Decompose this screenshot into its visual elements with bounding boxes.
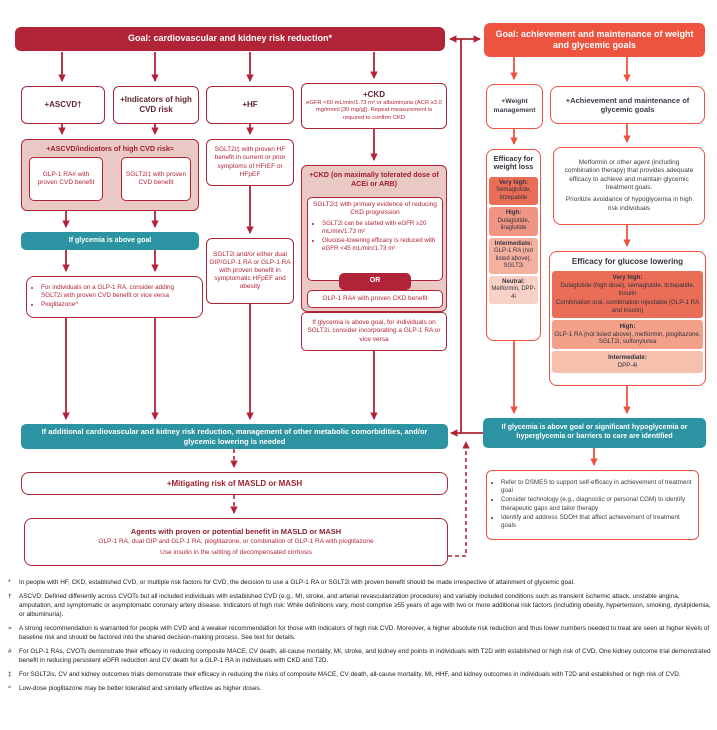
tier-items: Semaglutide, tirzepatide	[495, 187, 532, 201]
ckd-container	[301, 165, 447, 312]
ckd-container-title: +CKD (on maximally tolerated dose of ACEi or ARB)	[309, 170, 439, 188]
glp1-cvd-box	[29, 157, 103, 201]
glucose-lowering-stack	[549, 251, 706, 386]
footnote-5	[8, 670, 711, 679]
ascvd-container-title: +ASCVD/indicators of high CVD risk≈	[46, 144, 174, 153]
glp1-cvd-label: GLP-1 RA# with proven CVD benefit	[37, 170, 95, 186]
sglt2-cvd-label: SGLT2i‡ with proven CVD benefit	[125, 170, 187, 186]
masld-agents-line2: Use insulin in the setting of decompensated cirrhosis	[160, 549, 312, 557]
hf-sglt2-label: SGLT2i‡ with proven HF benefit in current or prior symptoms of HFrEF or HFpEF	[214, 146, 286, 178]
left-bullet-list	[29, 284, 200, 311]
tier-label: Intermediate:	[494, 240, 533, 247]
ckd-sglt2-label: SGLT2i‡ with primary evidence of reducing CKD progression	[313, 201, 437, 217]
right-bullet-3: • Identify and address SDOH that affect achievement of treatment goals	[501, 514, 692, 530]
box-ckd-subtext: eGFR <60 mL/min/1.73 m² or albuminuria (ACR ≥3.0 mg/mmol [30 mg/g]). Repeat measurement is required to confirm CKD	[306, 100, 442, 121]
ckd-glycemia-box	[301, 312, 447, 351]
weight-tier-high	[489, 207, 538, 236]
tier-items: Dulaglutide (high dose), semaglutide, tirzepatide, insulin	[560, 281, 695, 297]
masld-agents-box	[24, 518, 448, 566]
glucose-tier-very-high	[552, 271, 703, 318]
goal-weight-glycemic-label: Goal: achievement and maintenance of weight and glycemic goals	[495, 28, 694, 50]
glucose-lowering-header: Efficacy for glucose lowering	[571, 257, 684, 266]
left-bullet-2: • Pioglitazone^	[41, 301, 196, 309]
glycemia-barriers-bar	[483, 418, 706, 448]
right-bullet-box	[486, 470, 699, 540]
masld-agents-line1: GLP-1 RA, dual GIP and GLP-1 RA, pioglitazone, or combination of GLP-1 RA with pioglitazone	[98, 538, 374, 546]
glycemia-barriers-label: If glycemia is above goal or significant hypoglycemia or hyperglycemia or barriers to care are identified	[501, 424, 688, 440]
masld-box	[21, 472, 448, 495]
goal-cv-kidney	[15, 27, 445, 51]
or-pill	[339, 273, 411, 290]
footnote-text: In people with HF, CKD, established CVD, or multiple risk factors for CVD, the decision to use a GLP-1 RA or SGLT2i with proven benefit should be made irrespective of attainment of glycemic goal.	[19, 579, 575, 586]
tier-label: High:	[619, 322, 636, 330]
weight-tier-neutral	[489, 276, 538, 305]
tier-label: Very high:	[612, 274, 643, 282]
weight-loss-stack	[486, 149, 541, 341]
box-indicators	[113, 86, 199, 124]
or-label: OR	[369, 277, 381, 285]
footnote-text: Low-dose pioglitazone may be better tolerated and similarly effective as higher doses.	[19, 685, 262, 693]
footnote-text: ASCVD: Defined differently across CVOTs but all included individuals with established CVD (e.g., MI, stroke, and arterial revascularization procedure) and variably included conditions such as transient ischemic attack, unstable angina, amputation, and symptomatic or asymptomatic coronary artery disease. Indicators of high risk: While definitions vary, most comprise ≥55 years of age with two or more additional risk factors (including obesity, hypertension, smoking, dyslipidemia, or albuminuria).	[19, 592, 711, 619]
tier-items: GLP-1 RA (not listed above), SGLT2i	[493, 248, 534, 270]
masld-label: +Mitigating risk of MASLD or MASH	[166, 478, 303, 488]
tier-items: Metformin, DPP-4i	[491, 286, 536, 300]
weight-management-box	[486, 84, 543, 129]
glucose-tier-high	[552, 320, 703, 349]
tier-items2: Combination oral, combination injectable (GLP-1 RA and insulin)	[555, 299, 700, 315]
tier-items: Dulaglutide, liraglutide	[497, 217, 530, 232]
right-bullet-list	[489, 479, 696, 531]
tier-label: Very high:	[498, 179, 528, 186]
footnote-symbol: #	[8, 648, 12, 656]
metformin-line1: Metformin or other agent (including combination therapy) that provides adequate efficacy to achieve and maintain glycemic treatment goals.	[564, 158, 694, 191]
goal-cv-kidney-label: Goal: cardiovascular and kidney risk reduction*	[127, 33, 333, 44]
footnote-symbol: †	[8, 592, 12, 600]
additional-risk-bar	[21, 424, 448, 449]
footnote-text: For SGLT2is, CV and kidney outcomes trials demonstrate their efficacy in reducing the risks of composite MACE, CV death, all-cause mortality, MI, HHF, and kidney outcomes in individuals with T2D and established or high risk of CVD.	[19, 671, 681, 679]
ascvd-indicators-container	[21, 139, 199, 211]
footnote-6	[8, 684, 711, 693]
box-indicators-label: +Indicators of high CVD risk	[120, 95, 192, 114]
footnote-1	[8, 578, 711, 587]
footnote-symbol: *	[8, 579, 11, 586]
hf-combo-label: SGLT2i and/or either dual GIP/GLP-1 RA or GLP-1 RA with proven benefit in symptomatic HFpEF and obesity	[209, 250, 291, 291]
ckd-sglt2-box	[307, 197, 443, 281]
right-bullet-2: • Consider technology (e.g., diagnostic or personal CGM) to identify therapeutic gaps and tailor therapy	[501, 496, 692, 512]
footnote-3	[8, 624, 711, 643]
footnote-text: A strong recommendation is warranted for people with CVD and a weaker recommendation for those with indicators of high risk CVD. Moreover, a higher absolute risk reduction and thus lower numbers needed to treat are seen at higher levels of baseline risk and should be factored into the shared decision-making process. See text for details.	[19, 625, 710, 642]
tier-items: DPP-4i	[617, 361, 638, 369]
achievement-label: +Achievement and maintenance of glycemic goals	[565, 95, 690, 114]
right-bullet-1: • Refer to DSMES to support self-efficacy in achievement of treatment goal	[501, 479, 692, 495]
hf-sglt2-box	[206, 139, 294, 186]
tier-label: Intermediate:	[608, 354, 647, 362]
additional-risk-label: If additional cardiovascular and kidney risk reduction, management of other metabolic comorbidities, and/or glycemic lowering is needed	[41, 427, 428, 446]
metformin-box	[553, 147, 705, 225]
footnote-symbol: ‡	[8, 671, 12, 679]
weight-loss-header: Efficacy for weight loss	[493, 154, 534, 172]
metformin-line2: Prioritize avoidance of hypoglycemia in high risk individuals	[565, 196, 693, 212]
tier-label: Neutral:	[502, 278, 525, 285]
ckd-bullet-2: • Glucose-lowering efficacy is reduced with eGFR <45 mL/min/1.73 m²	[322, 237, 436, 253]
ckd-bullet-1: • SGLT2i can be started with eGFR ≥20 mL/min/1.73 m²	[322, 220, 436, 236]
footnote-4	[8, 647, 711, 666]
box-ckd-title: +CKD	[362, 90, 385, 100]
goal-weight-glycemic	[484, 23, 705, 57]
sglt2-cvd-box	[121, 157, 191, 201]
achievement-box	[550, 86, 705, 124]
ckd-glp1-label: GLP-1 RA# with proven CKD benefit	[322, 294, 428, 302]
footnotes	[8, 578, 711, 698]
glycemia-above-goal-bar	[21, 232, 199, 250]
ckd-glycemia-label: If glycemia is above goal, for individuals on SGLT2i, consider incorporating a GLP-1 RA or vice versa	[307, 319, 441, 343]
weight-tier-very-high	[489, 177, 538, 206]
ckd-bullet-list	[310, 220, 440, 254]
box-ascvd	[21, 86, 105, 124]
hf-combo-box	[206, 238, 294, 304]
ckd-glp1-box	[307, 290, 443, 308]
ascvd-options	[29, 157, 191, 201]
footnote-symbol: ^	[8, 685, 11, 693]
glucose-tier-intermediate	[552, 351, 703, 373]
footnote-text: For GLP-1 RAs, CVOTs demonstrate their efficacy in reducing composite MACE, CV death, all-cause mortality, MI, stroke, and kidney end points in individuals with T2D with established or high risk of CVD. One kidney outcome trial demonstrated benefit in reducing persistent eGFR reduction and CV death for a GLP-1 RA in individuals with CKD and T2D.	[19, 648, 711, 665]
box-ascvd-label: +ASCVD†	[44, 100, 82, 109]
masld-agents-title: Agents with proven or potential benefit in MASLD or MASH	[130, 526, 342, 536]
box-hf	[206, 86, 294, 124]
footnote-2	[8, 592, 711, 620]
tier-label: High:	[505, 210, 522, 217]
footnote-symbol: ≈	[8, 625, 12, 633]
left-bullet-1: • For individuals on a GLP-1 RA, consider adding SGLT2i with proven CVD benefit or vice versa	[41, 284, 196, 300]
left-bullet-box	[26, 276, 203, 318]
tier-items: GLP-1 RA (not listed above), metformin, pioglitazone, SGLT2i, sulfonylurea	[554, 330, 701, 346]
box-hf-label: +HF	[242, 100, 258, 109]
weight-management-label: +Weight management	[493, 98, 536, 114]
weight-tier-intermediate	[489, 238, 538, 274]
glycemia-above-goal-label: If glycemia is above goal	[68, 236, 152, 244]
box-ckd	[301, 83, 447, 129]
